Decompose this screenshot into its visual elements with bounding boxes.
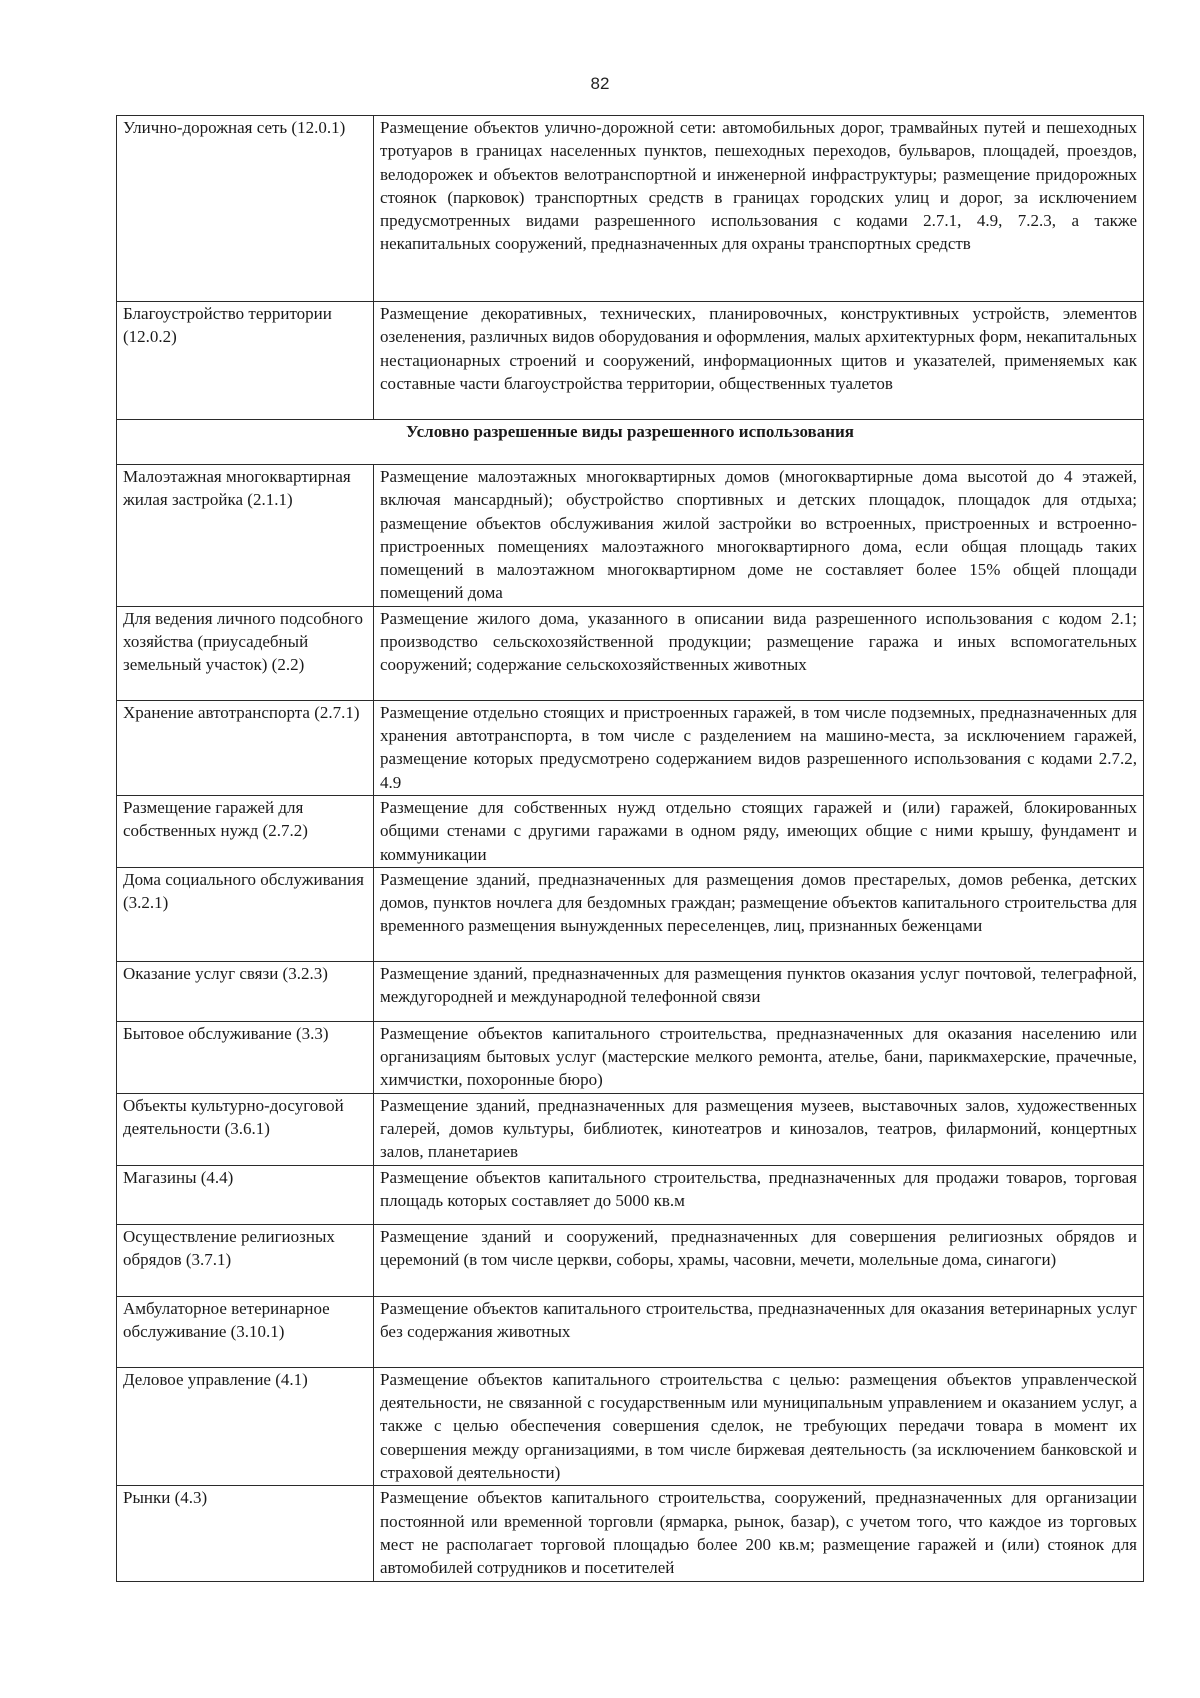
use-type-description: Размещение зданий, предназначенных для размещения музеев, выставочных залов, художественных галерей, домов культуры, библиотек, кинотеатров и кинозалов, театров, филармоний, концертных залов, планетариев xyxy=(374,1093,1144,1165)
use-type-description: Размещение объектов капитального строительства, предназначенных для оказания ветеринарных услуг без содержания животных xyxy=(374,1296,1144,1367)
use-type-name: Дома социального обслуживания (3.2.1) xyxy=(117,867,374,961)
table-row xyxy=(117,795,1144,867)
use-type-name: Бытовое обслуживание (3.3) xyxy=(117,1021,374,1093)
table-row xyxy=(117,1224,1144,1296)
use-type-name: Магазины (4.4) xyxy=(117,1165,374,1224)
use-type-name: Малоэтажная многоквартирная жилая застройка (2.1.1) xyxy=(117,465,374,607)
table-row xyxy=(117,867,1144,961)
land-use-table xyxy=(116,115,1144,1582)
use-type-description: Размещение отдельно стоящих и пристроенных гаражей, в том числе подземных, предназначенных для хранения автотранспорта, в том числе с разделением на машино-места, за исключением гаражей, размещение которых предусмотрено содержанием видов разрешенного использования с кодами 2.7.2, 4.9 xyxy=(374,700,1144,795)
use-type-name: Благоустройство территории (12.0.2) xyxy=(117,302,374,420)
use-type-description: Размещение декоративных, технических, планировочных, конструктивных устройств, элементов озеленения, различных видов оборудования и оформления, малых архитектурных форм, некапитальных нестационарных строений и сооружений, информационных щитов и указателей, применяемых как составные части благоустройства территории, общественных туалетов xyxy=(374,302,1144,420)
use-type-description: Размещение малоэтажных многоквартирных домов (многоквартирные дома высотой до 4 этажей, включая мансардный); обустройство спортивных и детских площадок, площадок для отдыха; размещение объектов обслуживания жилой застройки во встроенных, пристроенных и встроенно-пристроенных помещениях малоэтажного многоквартирного дома, если общая площадь таких помещений в малоэтажном многоквартирном доме не составляет более 15% общей площади помещений дома xyxy=(374,465,1144,607)
use-type-name: Для ведения личного подсобного хозяйства (приусадебный земельный участок) (2.2) xyxy=(117,606,374,700)
use-type-description: Размещение зданий и сооружений, предназначенных для совершения религиозных обрядов и церемоний (в том числе церкви, соборы, храмы, часовни, мечети, молельные дома, синагоги) xyxy=(374,1224,1144,1296)
table-row xyxy=(117,1021,1144,1093)
use-type-description: Размещение объектов капитального строительства с целью: размещения объектов управленческой деятельности, не связанной с государственным или муниципальным управлением и оказанием услуг, а также с целью обеспечения совершения сделок, не требующих передачи товара в момент их совершения между организациями, в том числе биржевая деятельность (за исключением банковской и страховой деятельности) xyxy=(374,1367,1144,1485)
page-number: 82 xyxy=(590,74,610,93)
use-type-name: Хранение автотранспорта (2.7.1) xyxy=(117,700,374,795)
table-row xyxy=(117,700,1144,795)
use-type-description: Размещение зданий, предназначенных для размещения домов престарелых, домов ребенка, детских домов, пунктов ночлега для бездомных граждан; размещение объектов капитального строительства для временного размещения вынужденных переселенцев, лиц, признанных беженцами xyxy=(374,867,1144,961)
use-type-description: Размещение объектов капитального строительства, сооружений, предназначенных для организации постоянной или временной торговли (ярмарка, рынок, базар), с учетом того, что каждое из торговых мест не располагает торговой площадью более 200 кв.м; размещение гаражей и (или) стоянок для автомобилей сотрудников и посетителей xyxy=(374,1486,1144,1582)
section-header: Условно разрешенные виды разрешенного использования xyxy=(117,420,1144,465)
use-type-name: Рынки (4.3) xyxy=(117,1486,374,1582)
use-type-name: Размещение гаражей для собственных нужд (2.7.2) xyxy=(117,795,374,867)
use-type-name: Деловое управление (4.1) xyxy=(117,1367,374,1485)
table-row xyxy=(117,1486,1144,1582)
use-type-description: Размещение объектов капитального строительства, предназначенных для продажи товаров, торговая площадь которых составляет до 5000 кв.м xyxy=(374,1165,1144,1224)
use-type-name: Осуществление религиозных обрядов (3.7.1) xyxy=(117,1224,374,1296)
table-row xyxy=(117,606,1144,700)
table-row xyxy=(117,1165,1144,1224)
table-row xyxy=(117,1296,1144,1367)
use-type-name: Амбулаторное ветеринарное обслуживание (3.10.1) xyxy=(117,1296,374,1367)
table-row xyxy=(117,116,1144,302)
table-row xyxy=(117,302,1144,420)
table-row xyxy=(117,1093,1144,1165)
use-type-description: Размещение объектов улично-дорожной сети: автомобильных дорог, трамвайных путей и пешеходных тротуаров в границах населенных пунктов, пешеходных переходов, бульваров, площадей, проездов, велодорожек и объектов велотранспортной и инженерной инфраструктуры; размещение придорожных стоянок (парковок) транспортных средств в границах городских улиц и дорог, за исключением предусмотренных видами разрешенного использования с кодами 2.7.1, 4.9, 7.2.3, а также некапитальных сооружений, предназначенных для охраны транспортных средств xyxy=(374,116,1144,302)
use-type-description: Размещение жилого дома, указанного в описании вида разрешенного использования с кодом 2.1; производство сельскохозяйственной продукции; размещение гаража и иных вспомогательных сооружений; содержание сельскохозяйственных животных xyxy=(374,606,1144,700)
use-type-description: Размещение для собственных нужд отдельно стоящих гаражей и (или) гаражей, блокированных общими стенами с другими гаражами в одном ряду, имеющих общие с ними крышу, фундамент и коммуникации xyxy=(374,795,1144,867)
use-type-name: Оказание услуг связи (3.2.3) xyxy=(117,961,374,1021)
table-row xyxy=(117,961,1144,1021)
use-type-description: Размещение зданий, предназначенных для размещения пунктов оказания услуг почтовой, телеграфной, междугородней и международной телефонной связи xyxy=(374,961,1144,1021)
use-type-name: Улично-дорожная сеть (12.0.1) xyxy=(117,116,374,302)
section-header-row xyxy=(117,420,1144,465)
table-row xyxy=(117,465,1144,607)
use-type-description: Размещение объектов капитального строительства, предназначенных для оказания населению или организациям бытовых услуг (мастерские мелкого ремонта, ателье, бани, парикмахерские, прачечные, химчистки, похоронные бюро) xyxy=(374,1021,1144,1093)
use-type-name: Объекты культурно-досуговой деятельности (3.6.1) xyxy=(117,1093,374,1165)
table-row xyxy=(117,1367,1144,1485)
